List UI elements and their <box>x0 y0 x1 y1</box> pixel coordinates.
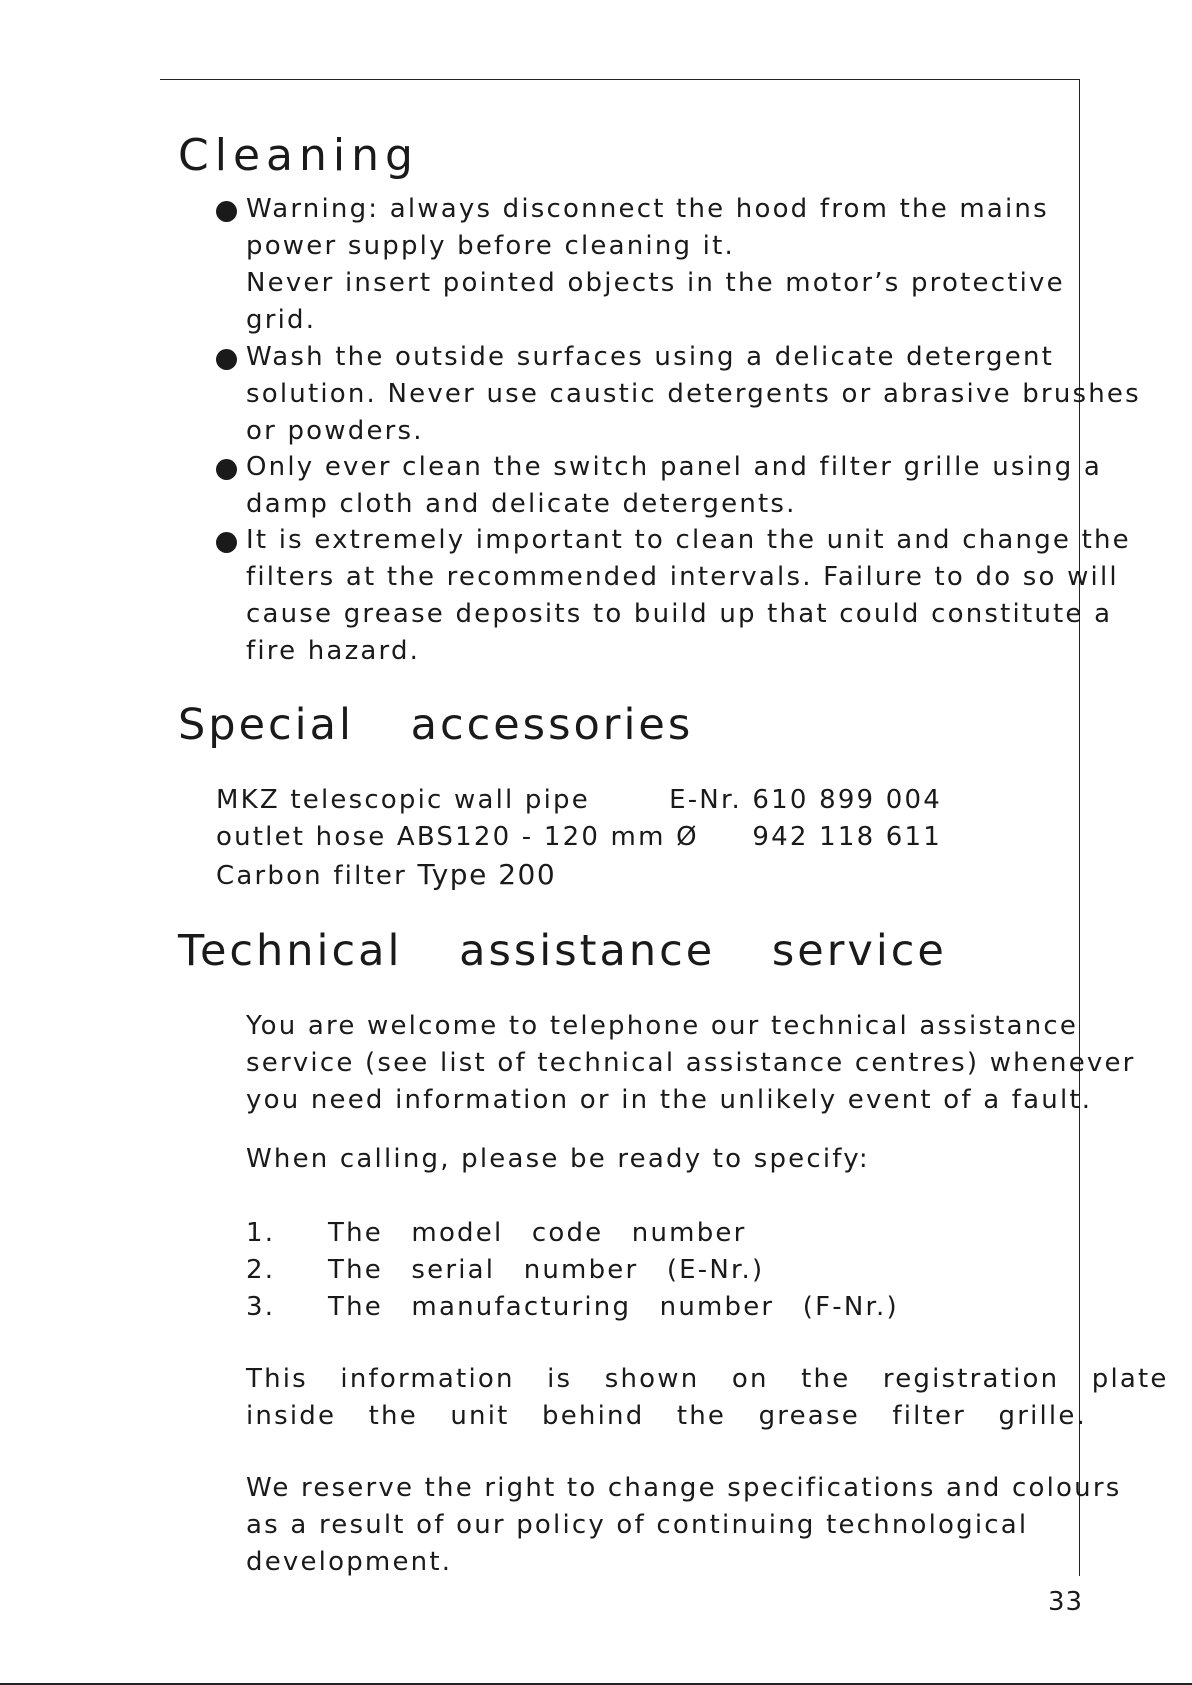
list-text: The serial number (E-Nr.) <box>328 1255 765 1285</box>
paragraph-line: you need information or in the unlikely event of a fault. <box>246 1085 1093 1115</box>
bullet-dot-icon <box>216 349 237 370</box>
accessories-list <box>216 782 976 893</box>
cleaning-bullet-wash <box>215 339 1141 450</box>
bullet-dot-icon <box>216 201 237 222</box>
accessory-name: Carbon filter <box>216 861 408 891</box>
reserve-rights-paragraph <box>246 1470 1121 1581</box>
list-number: 2. <box>246 1255 276 1285</box>
list-number: 1. <box>246 1218 276 1248</box>
bullet-line: grid. <box>246 305 317 335</box>
list-text: The model code number <box>328 1218 747 1248</box>
paragraph-line: You are welcome to telephone our technical assistance <box>246 1011 1079 1041</box>
cleaning-heading: Cleaning <box>178 130 419 181</box>
bullet-line: power supply before cleaning it. <box>246 231 735 261</box>
registration-plate-paragraph <box>246 1361 1169 1435</box>
specify-paragraph <box>246 1141 870 1178</box>
bullet-line: Never insert pointed objects in the motor’s protective <box>246 268 1065 298</box>
accessory-code: E-Nr. 610 899 004 <box>669 785 942 815</box>
paragraph-line: service (see list of technical assistance centres) whenever <box>246 1048 1136 1078</box>
accessory-name: outlet hose ABS120 - 120 mm Ø <box>216 822 699 852</box>
paragraph-line: When calling, please be ready to specify: <box>246 1144 870 1174</box>
bullet-line: Only ever clean the switch panel and filter grille using a <box>246 452 1103 482</box>
bullet-line: fire hazard. <box>246 636 421 666</box>
paragraph-line: inside the unit behind the grease filter grille. <box>246 1401 1088 1431</box>
bullet-line: or powders. <box>246 416 424 446</box>
special-accessories-heading: Special accessories <box>178 700 694 750</box>
paragraph-line: development. <box>246 1547 453 1577</box>
assistance-intro-paragraph <box>246 1008 1136 1119</box>
accessory-code: 942 118 611 <box>752 822 942 852</box>
bullet-line: damp cloth and delicate detergents. <box>246 489 797 519</box>
technical-assistance-heading: Technical assistance service <box>178 926 947 976</box>
cleaning-bullet-panel <box>215 449 1102 523</box>
bullet-dot-icon <box>216 459 237 480</box>
accessory-name-with-type <box>216 856 556 895</box>
bullet-line: Wash the outside surfaces using a delicate detergent <box>246 342 1055 372</box>
accessory-row <box>216 782 976 819</box>
top-rule <box>160 79 1080 80</box>
list-text: The manufacturing number (F-Nr.) <box>328 1292 899 1322</box>
list-number: 3. <box>246 1292 276 1322</box>
accessory-row <box>216 819 976 856</box>
right-rule <box>1079 79 1080 1576</box>
page-number: 33 <box>1048 1587 1084 1617</box>
paragraph-line: We reserve the right to change specifications and colours <box>246 1473 1122 1503</box>
bullet-dot-icon <box>216 532 237 553</box>
bullet-line: cause grease deposits to build up that could constitute a <box>246 599 1113 629</box>
bullet-line: filters at the recommended intervals. Failure to do so will <box>246 562 1119 592</box>
paragraph-line: as a result of our policy of continuing technological <box>246 1510 1029 1540</box>
cleaning-bullet-warning <box>215 191 1065 339</box>
cleaning-bullet-filters <box>215 522 1131 670</box>
paragraph-line: This information is shown on the registration plate <box>246 1364 1169 1394</box>
accessory-name: MKZ telescopic wall pipe <box>216 785 590 815</box>
accessory-type: Type 200 <box>417 858 557 891</box>
bullet-line: It is extremely important to clean the unit and change the <box>246 525 1131 555</box>
bullet-line: solution. Never use caustic detergents or abrasive brushes <box>246 379 1141 409</box>
bullet-line: Warning: always disconnect the hood from the mains <box>246 194 1049 224</box>
accessory-row <box>216 856 976 893</box>
